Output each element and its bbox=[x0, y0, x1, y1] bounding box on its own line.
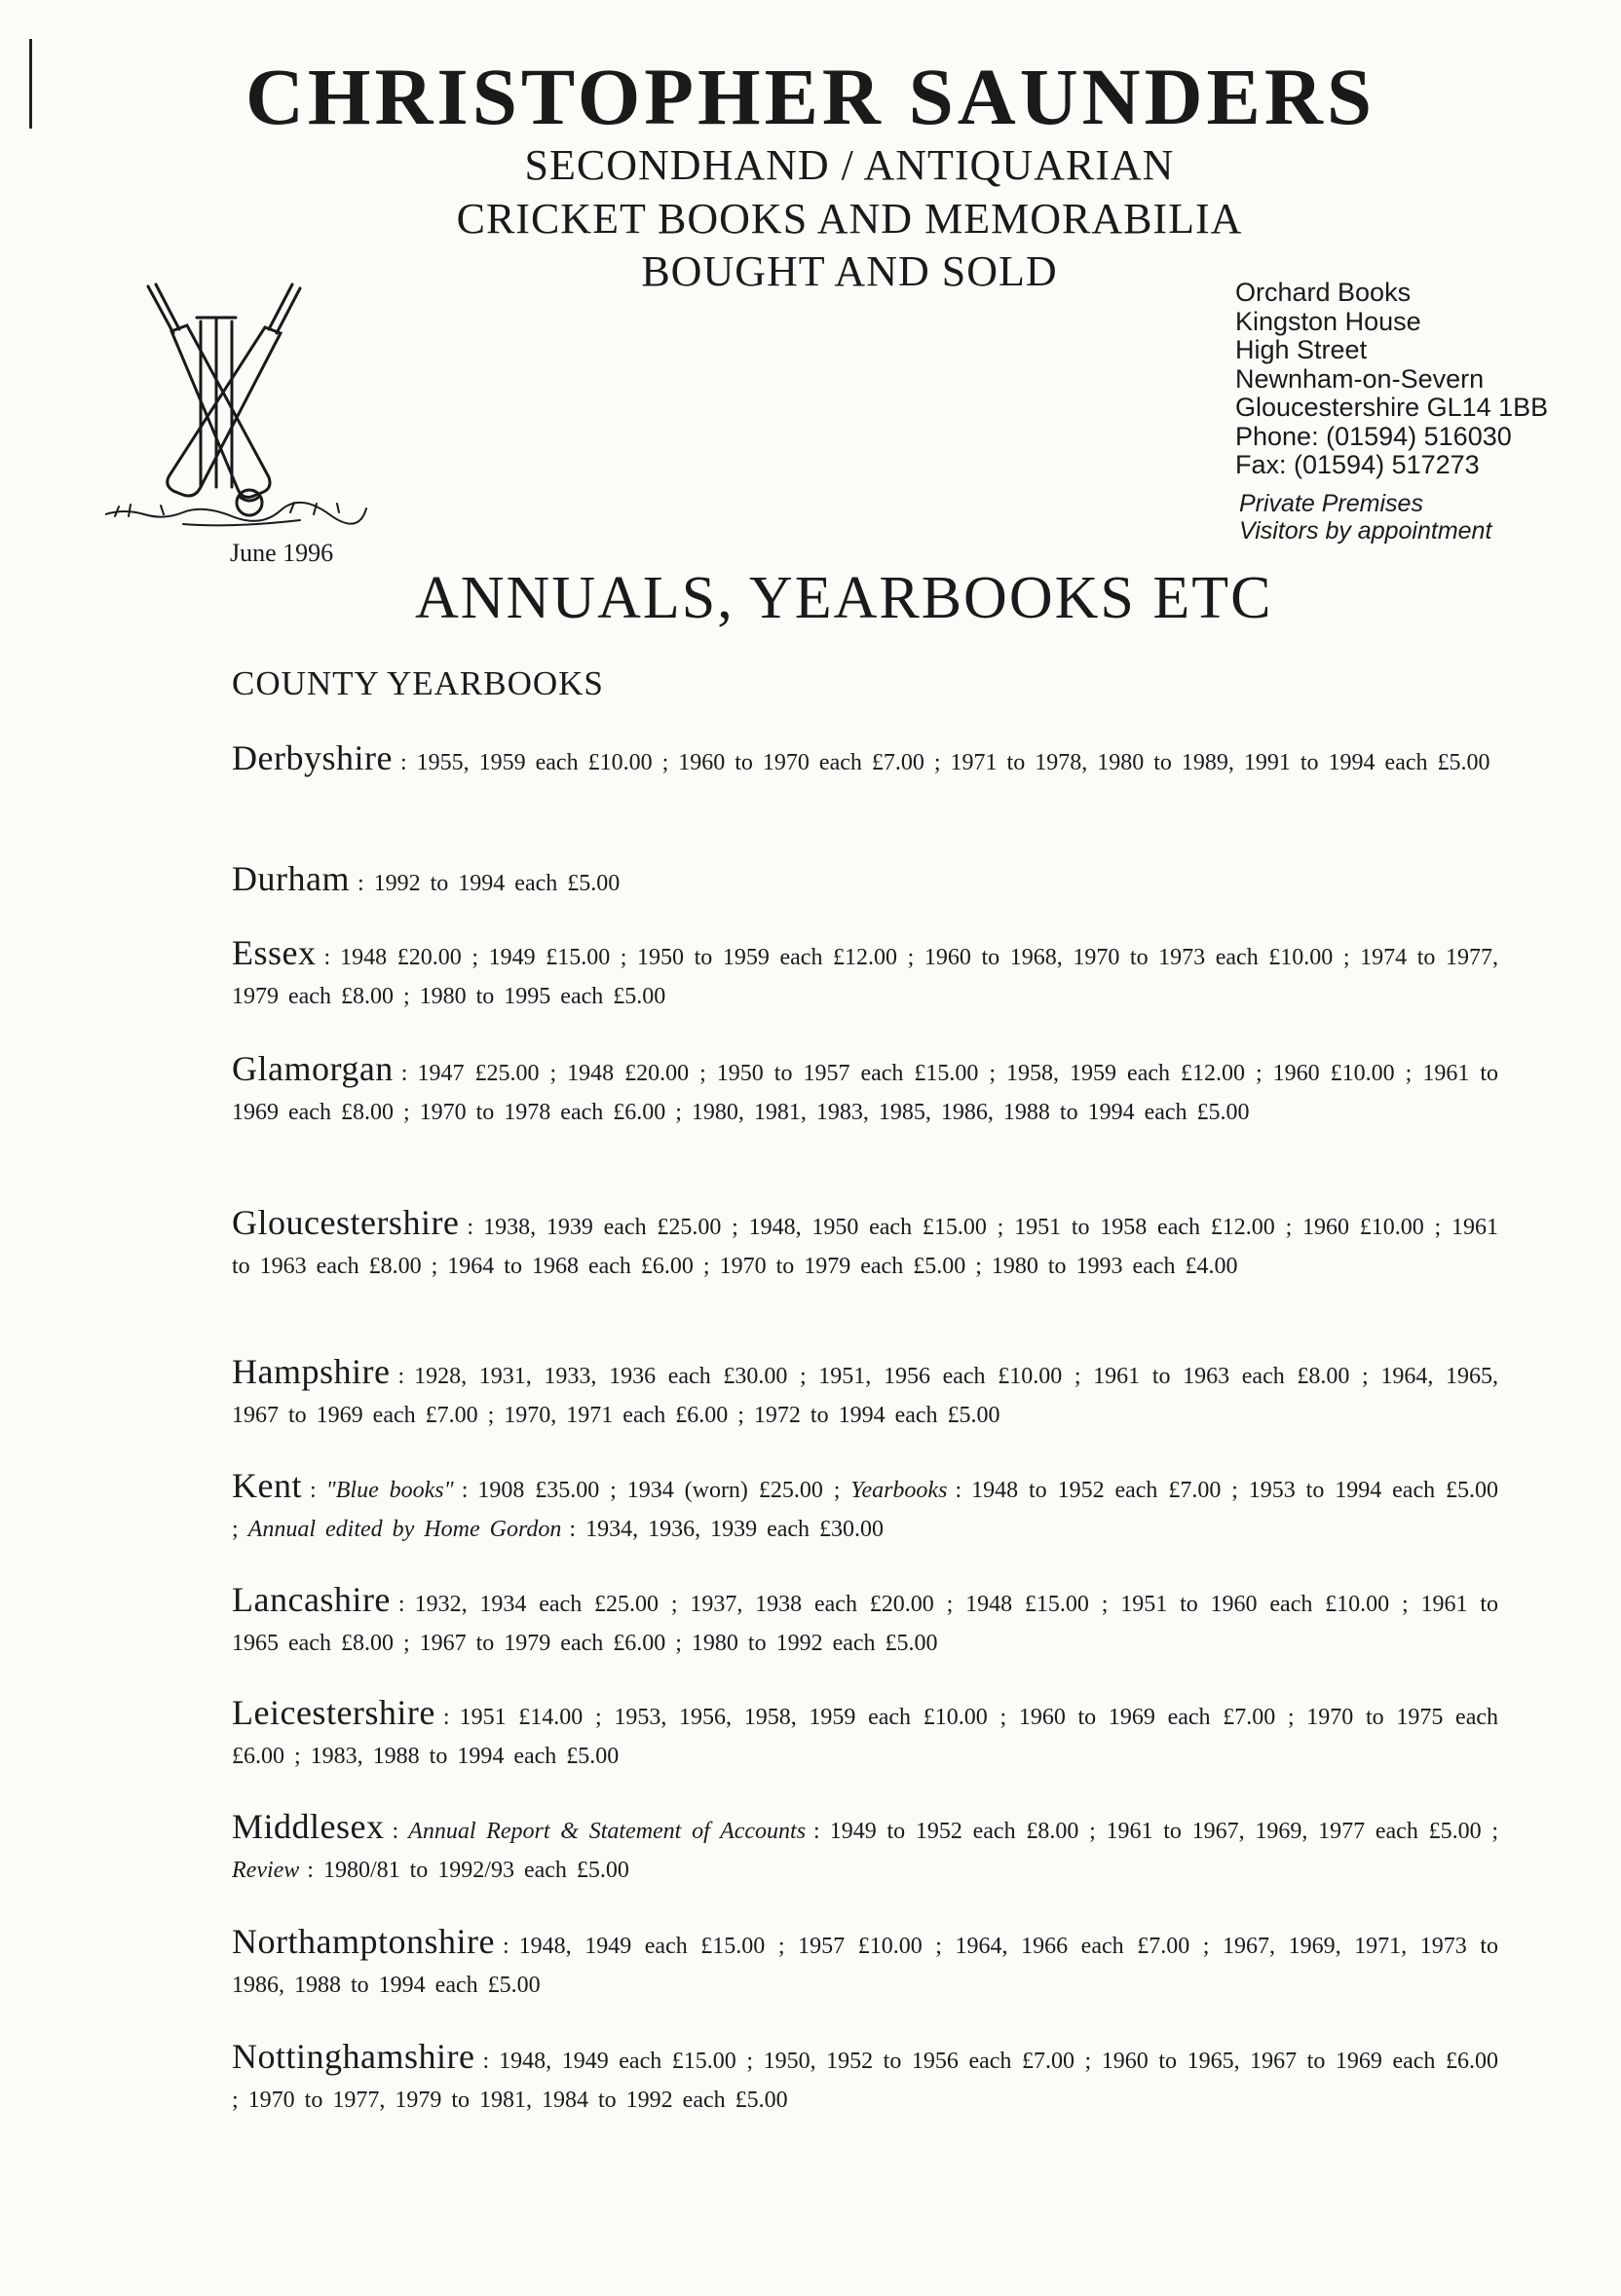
county-name: Glamorgan bbox=[232, 1049, 394, 1088]
county-name: Kent bbox=[232, 1466, 302, 1505]
annual-report-details: 1949 to 1952 each £8.00 ; 1961 to 1967, 1969, 1977 each £5.00 ; bbox=[829, 1819, 1498, 1844]
tagline-secondhand: SECONDHAND / ANTIQUARIAN bbox=[524, 141, 1175, 189]
list-item-durham: Durham : 1992 to 1994 each £5.00 bbox=[232, 859, 621, 898]
list-item-middlesex: Middlesex : Annual Report & Statement of Accounts : 1949 to 1952 each £8.00 ; 1961 to 1967, 1969, 1977 each £5.00 ; Review : 1980/81 to 1992/93 each £5.00 bbox=[232, 1807, 1498, 1883]
county-name: Hampshire bbox=[232, 1352, 391, 1391]
private-premises-note: Private Premises bbox=[1239, 490, 1423, 517]
blue-books-label: "Blue books" bbox=[325, 1478, 454, 1503]
entry-details: 1951 £14.00 ; 1953, 1956, 1958, 1959 each £10.00 ; 1960 to 1969 each £7.00 ; 1970 to 1975 each £6.00 ; 1983, 1988 to 1994 each £5.00 bbox=[232, 1705, 1498, 1769]
blue-books-details: 1908 £35.00 ; 1934 (worn) £25.00 ; bbox=[477, 1478, 841, 1503]
entry-details: 1928, 1931, 1933, 1936 each £30.00 ; 1951, 1956 each £10.00 ; 1961 to 1963 each £8.00 ; 1964, 1965, 1967 to 1969 each £7.00 ; 1970, 1971 each £6.00 ; 1972 to 1994 each £5.00 bbox=[232, 1364, 1498, 1428]
list-item-nottinghamshire: Nottinghamshire : 1948, 1949 each £15.00 ; 1950, 1952 to 1956 each £7.00 ; 1960 to 1965, 1967 to 1969 each £6.00 ; 1970 to 1977, 1979 to 1981, 1984 to 1992 each £5.00 bbox=[232, 2037, 1498, 2113]
tagline-bought-sold: BOUGHT AND SOLD bbox=[641, 247, 1058, 295]
entry-details: 1955, 1959 each £10.00 ; 1960 to 1970 each £7.00 ; 1971 to 1978, 1980 to 1989, 1991 to 1994 each £5.00 bbox=[416, 750, 1490, 775]
section-title: COUNTY YEARBOOKS bbox=[232, 664, 604, 702]
entry-details: 1948, 1949 each £15.00 ; 1950, 1952 to 1956 each £7.00 ; 1960 to 1965, 1967 to 1969 each £6.00 ; 1970 to 1977, 1979 to 1981, 1984 to 1992 each £5.00 bbox=[232, 2049, 1498, 2113]
list-item-northamptonshire: Northamptonshire : 1948, 1949 each £15.00 ; 1957 £10.00 ; 1964, 1966 each £7.00 ; 1967, 1969, 1971, 1973 to 1986, 1988 to 1994 each £5.00 bbox=[232, 1922, 1498, 1998]
tagline-cricket: CRICKET BOOKS AND MEMORABILIA bbox=[456, 195, 1243, 243]
catalogue-date: June 1996 bbox=[230, 539, 334, 567]
annual-details: 1934, 1936, 1939 each £30.00 bbox=[585, 1517, 885, 1542]
address-line: Kingston House bbox=[1235, 306, 1421, 336]
entry-details: 1947 £25.00 ; 1948 £20.00 ; 1950 to 1957 each £15.00 ; 1958, 1959 each £12.00 ; 1960 £10.00 ; 1961 to 1969 each £8.00 ; 1970 to 1978 each £6.00 ; 1980, 1981, 1983, 1985, 1986, 1988 to 1994 each £5.00 bbox=[232, 1061, 1498, 1125]
crossed-bats-logo bbox=[105, 282, 368, 536]
entry-details: 1948 £20.00 ; 1949 £15.00 ; 1950 to 1959 each £12.00 ; 1960 to 1968, 1970 to 1973 each £10.00 ; 1974 to 1977, 1979 each £8.00 ; 1980 to 1995 each £5.00 bbox=[232, 945, 1498, 1009]
address-line: Gloucestershire GL14 1BB bbox=[1235, 393, 1549, 422]
list-item-kent: Kent : "Blue books" : 1908 £35.00 ; 1934 (worn) £25.00 ; Yearbooks : 1948 to 1952 each £7.00 ; 1953 to 1994 each £5.00 ; Annual edited by Home Gordon : 1934, 1936, 1939 each £30.00 bbox=[232, 1466, 1498, 1542]
appointment-note: Visitors by appointment bbox=[1239, 517, 1492, 545]
business-address bbox=[1235, 279, 1605, 480]
entry-details: 1932, 1934 each £25.00 ; 1937, 1938 each £20.00 ; 1948 £15.00 ; 1951 to 1960 each £10.00 ; 1961 to 1965 each £8.00 ; 1967 to 1979 each £6.00 ; 1980 to 1992 each £5.00 bbox=[232, 1592, 1498, 1656]
entry-details: 1948, 1949 each £15.00 ; 1957 £10.00 ; 1964, 1966 each £7.00 ; 1967, 1969, 1971, 1973 to 1986, 1988 to 1994 each £5.00 bbox=[232, 1934, 1498, 1998]
address-line: Orchard Books bbox=[1235, 278, 1412, 307]
fax-number: Fax: (01594) 517273 bbox=[1235, 450, 1480, 479]
list-item-leicestershire: Leicestershire : 1951 £14.00 ; 1953, 1956, 1958, 1959 each £10.00 ; 1960 to 1969 each £7.00 ; 1970 to 1975 each £6.00 ; 1983, 1988 to 1994 each £5.00 bbox=[232, 1693, 1498, 1769]
list-item-derbyshire: Derbyshire : 1955, 1959 each £10.00 ; 1960 to 1970 each £7.00 ; 1971 to 1978, 1980 to 1989, 1991 to 1994 each £5.00 bbox=[232, 738, 1490, 777]
entry-details: 1992 to 1994 each £5.00 bbox=[373, 871, 621, 896]
visiting-note bbox=[1239, 490, 1609, 545]
county-name: Derbyshire bbox=[232, 738, 393, 777]
review-details: 1980/81 to 1992/93 each £5.00 bbox=[322, 1858, 629, 1883]
list-item-hampshire: Hampshire : 1928, 1931, 1933, 1936 each £30.00 ; 1951, 1956 each £10.00 ; 1961 to 1963 each £8.00 ; 1964, 1965, 1967 to 1969 each £7.00 ; 1970, 1971 each £6.00 ; 1972 to 1994 each £5.00 bbox=[232, 1352, 1498, 1428]
review-label: Review bbox=[232, 1858, 300, 1883]
county-name: Middlesex bbox=[232, 1807, 385, 1846]
annual-report-label: Annual Report & Statement of Accounts bbox=[408, 1819, 807, 1844]
address-line: High Street bbox=[1235, 335, 1368, 364]
list-item-glamorgan: Glamorgan : 1947 £25.00 ; 1948 £20.00 ; 1950 to 1957 each £15.00 ; 1958, 1959 each £12.00 ; 1960 £10.00 ; 1961 to 1969 each £8.00 ; 1970 to 1978 each £6.00 ; 1980, 1981, 1983, 1985, 1986, 1988 to 1994 each £5.00 bbox=[232, 1049, 1498, 1125]
county-name: Nottinghamshire bbox=[232, 2037, 475, 2076]
catalogue-heading: ANNUALS, YEARBOOKS ETC bbox=[415, 565, 1273, 631]
county-name: Leicestershire bbox=[232, 1693, 435, 1732]
county-name: Essex bbox=[232, 933, 317, 972]
list-item-lancashire: Lancashire : 1932, 1934 each £25.00 ; 1937, 1938 each £20.00 ; 1948 £15.00 ; 1951 to 1960 each £10.00 ; 1961 to 1965 each £8.00 ; 1967 to 1979 each £6.00 ; 1980 to 1992 each £5.00 bbox=[232, 1580, 1498, 1656]
annual-label: Annual edited by Home Gordon bbox=[247, 1517, 562, 1542]
phone-number: Phone: (01594) 516030 bbox=[1235, 421, 1512, 451]
dealer-name: CHRISTOPHER SAUNDERS bbox=[245, 52, 1376, 141]
county-name: Gloucestershire bbox=[232, 1203, 460, 1242]
list-item-essex: Essex : 1948 £20.00 ; 1949 £15.00 ; 1950 to 1959 each £12.00 ; 1960 to 1968, 1970 to 1973 each £10.00 ; 1974 to 1977, 1979 each £8.00 ; 1980 to 1995 each £5.00 bbox=[232, 933, 1498, 1009]
entry-details: 1938, 1939 each £25.00 ; 1948, 1950 each £15.00 ; 1951 to 1958 each £12.00 ; 1960 £10.00 ; 1961 to 1963 each £8.00 ; 1964 to 1968 each £6.00 ; 1970 to 1979 each £5.00 ; 1980 to 1993 each £4.00 bbox=[232, 1215, 1498, 1279]
list-item-gloucestershire: Gloucestershire : 1938, 1939 each £25.00 ; 1948, 1950 each £15.00 ; 1951 to 1958 each £12.00 ; 1960 £10.00 ; 1961 to 1963 each £8.00 ; 1964 to 1968 each £6.00 ; 1970 to 1979 each £5.00 ; 1980 to 1993 each £4.00 bbox=[232, 1203, 1498, 1279]
county-name: Lancashire bbox=[232, 1580, 391, 1619]
yearbooks-label: Yearbooks bbox=[850, 1478, 948, 1503]
county-name: Durham bbox=[232, 859, 350, 898]
address-line: Newnham-on-Severn bbox=[1235, 363, 1485, 394]
yearbooks-details: 1948 to 1952 each £7.00 ; 1953 to 1994 each £5.00 ; bbox=[232, 1478, 1498, 1542]
county-name: Northamptonshire bbox=[232, 1922, 495, 1961]
